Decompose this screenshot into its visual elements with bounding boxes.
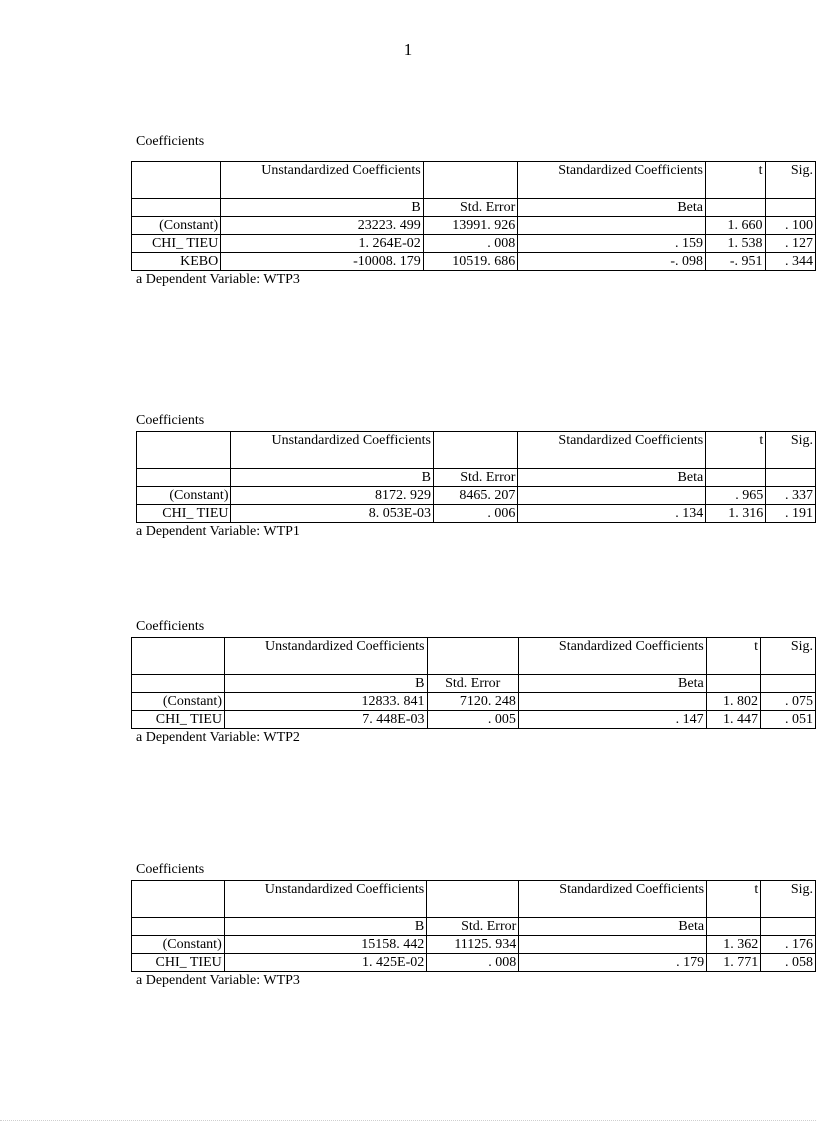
cell-b: 23223. 499 xyxy=(221,217,424,235)
header-empty-cell xyxy=(706,469,766,487)
coefficients-block-1 xyxy=(136,133,816,288)
table-row xyxy=(132,693,816,711)
coefficients-table xyxy=(136,431,816,523)
cell-t: 1. 802 xyxy=(706,693,760,711)
coefficients-table xyxy=(131,161,816,271)
table-subheader-row xyxy=(132,675,816,693)
cell-sig: . 100 xyxy=(765,217,815,235)
header-beta: Beta xyxy=(519,918,707,936)
cell-t: 1. 660 xyxy=(706,217,766,235)
table-subheader-row xyxy=(132,199,816,217)
cell-b: 8172. 929 xyxy=(231,487,434,505)
header-empty-cell xyxy=(706,199,766,217)
cell-std-error: . 008 xyxy=(423,235,518,253)
row-label: (Constant) xyxy=(132,693,225,711)
cell-b: 1. 425E-02 xyxy=(224,954,427,972)
coefficients-block-3 xyxy=(136,618,816,746)
header-empty-cell xyxy=(132,638,225,675)
header-empty-cell xyxy=(707,918,761,936)
cell-b: 12833. 841 xyxy=(224,693,427,711)
header-t: t xyxy=(706,432,766,469)
cell-beta: . 159 xyxy=(518,235,706,253)
table-row xyxy=(132,936,816,954)
table-subheader-row xyxy=(137,469,816,487)
table-subheader-row xyxy=(132,918,816,936)
cell-sig: . 051 xyxy=(761,711,816,729)
header-std-error: Std. Error xyxy=(423,199,518,217)
cell-std-error: 11125. 934 xyxy=(427,936,519,954)
header-std-error: Std. Error xyxy=(434,469,518,487)
cell-std-error: . 008 xyxy=(427,954,519,972)
row-label: CHI_ TIEU xyxy=(137,505,231,523)
header-empty-cell xyxy=(137,432,231,469)
header-b: B xyxy=(224,918,427,936)
cell-beta: . 147 xyxy=(518,711,706,729)
cell-std-error: . 005 xyxy=(427,711,518,729)
header-empty-cell xyxy=(434,432,518,469)
table-caption: Coefficients xyxy=(136,134,205,149)
table-header-row xyxy=(132,881,816,918)
coefficients-table xyxy=(131,637,816,729)
header-empty-cell xyxy=(427,638,518,675)
cell-sig: . 058 xyxy=(761,954,816,972)
cell-sig: . 127 xyxy=(765,235,815,253)
cell-t: -. 951 xyxy=(706,253,766,271)
header-sig: Sig. xyxy=(766,432,816,469)
header-empty-cell xyxy=(132,918,225,936)
cell-b: 1. 264E-02 xyxy=(221,235,424,253)
header-empty-cell xyxy=(132,675,225,693)
cell-b: 7. 448E-03 xyxy=(224,711,427,729)
coefficients-block-2 xyxy=(136,412,816,540)
table-row xyxy=(132,954,816,972)
table-row xyxy=(137,487,816,505)
row-label: CHI_ TIEU xyxy=(132,711,225,729)
coefficients-table xyxy=(131,880,816,972)
cell-beta xyxy=(518,693,706,711)
cell-sig: . 191 xyxy=(766,505,816,523)
table-footnote: a Dependent Variable: WTP1 xyxy=(136,524,300,539)
header-sig: Sig. xyxy=(765,162,815,199)
header-t: t xyxy=(706,638,760,675)
header-standardized: Standardized Coefficients xyxy=(518,432,706,469)
header-standardized: Standardized Coefficients xyxy=(518,162,706,199)
cell-t: 1. 362 xyxy=(707,936,761,954)
table-row xyxy=(132,711,816,729)
table-footnote: a Dependent Variable: WTP3 xyxy=(136,973,300,988)
page-bottom-rule xyxy=(0,1120,816,1121)
header-empty-cell xyxy=(423,162,518,199)
header-empty-cell xyxy=(766,469,816,487)
header-unstandardized: Unstandardized Coefficients xyxy=(224,881,427,918)
header-std-error: Std. Error xyxy=(427,675,518,693)
header-t: t xyxy=(706,162,766,199)
header-beta: Beta xyxy=(518,199,706,217)
header-t: t xyxy=(707,881,761,918)
cell-b: 15158. 442 xyxy=(224,936,427,954)
header-beta: Beta xyxy=(518,675,706,693)
table-header-row xyxy=(132,638,816,675)
page-number: 1 xyxy=(403,40,413,59)
cell-beta: . 179 xyxy=(519,954,707,972)
header-b: B xyxy=(231,469,434,487)
header-empty-cell xyxy=(132,162,221,199)
cell-t: 1. 316 xyxy=(706,505,766,523)
header-standardized: Standardized Coefficients xyxy=(519,881,707,918)
header-sig: Sig. xyxy=(761,638,816,675)
header-empty-cell xyxy=(132,199,221,217)
cell-t: 1. 447 xyxy=(706,711,760,729)
header-b: B xyxy=(221,199,424,217)
row-label: CHI_ TIEU xyxy=(132,954,225,972)
header-std-error: Std. Error xyxy=(427,918,519,936)
cell-b: 8. 053E-03 xyxy=(231,505,434,523)
row-label: KEBO xyxy=(132,253,221,271)
header-empty-cell xyxy=(765,199,815,217)
table-row xyxy=(132,253,816,271)
table-header-row xyxy=(132,162,816,199)
cell-sig: . 337 xyxy=(766,487,816,505)
header-unstandardized: Unstandardized Coefficients xyxy=(231,432,434,469)
table-row xyxy=(137,505,816,523)
header-sig: Sig. xyxy=(761,881,816,918)
table-footnote: a Dependent Variable: WTP2 xyxy=(136,730,300,745)
header-empty-cell xyxy=(761,675,816,693)
cell-beta xyxy=(519,936,707,954)
cell-sig: . 176 xyxy=(761,936,816,954)
header-empty-cell xyxy=(706,675,760,693)
header-empty-cell xyxy=(132,881,225,918)
header-empty-cell xyxy=(761,918,816,936)
cell-b: -10008. 179 xyxy=(221,253,424,271)
cell-beta xyxy=(518,487,706,505)
row-label: (Constant) xyxy=(132,936,225,954)
header-unstandardized: Unstandardized Coefficients xyxy=(224,638,427,675)
table-row xyxy=(132,235,816,253)
cell-t: 1. 771 xyxy=(707,954,761,972)
table-caption: Coefficients xyxy=(136,862,205,877)
table-footnote: a Dependent Variable: WTP3 xyxy=(136,272,300,287)
cell-std-error: 13991. 926 xyxy=(423,217,518,235)
table-caption: Coefficients xyxy=(136,619,205,634)
header-b: B xyxy=(224,675,427,693)
table-caption: Coefficients xyxy=(136,413,205,428)
cell-beta xyxy=(518,217,706,235)
header-empty-cell xyxy=(427,881,519,918)
cell-t: . 965 xyxy=(706,487,766,505)
cell-beta: -. 098 xyxy=(518,253,706,271)
coefficients-block-4 xyxy=(136,861,816,989)
cell-std-error: 10519. 686 xyxy=(423,253,518,271)
header-beta: Beta xyxy=(518,469,706,487)
row-label: (Constant) xyxy=(132,217,221,235)
header-standardized: Standardized Coefficients xyxy=(518,638,706,675)
cell-std-error: 7120. 248 xyxy=(427,693,518,711)
cell-std-error: . 006 xyxy=(434,505,518,523)
header-unstandardized: Unstandardized Coefficients xyxy=(221,162,424,199)
header-empty-cell xyxy=(137,469,231,487)
cell-t: 1. 538 xyxy=(706,235,766,253)
cell-std-error: 8465. 207 xyxy=(434,487,518,505)
cell-sig: . 075 xyxy=(761,693,816,711)
cell-sig: . 344 xyxy=(765,253,815,271)
table-row xyxy=(132,217,816,235)
table-header-row xyxy=(137,432,816,469)
row-label: (Constant) xyxy=(137,487,231,505)
cell-beta: . 134 xyxy=(518,505,706,523)
row-label: CHI_ TIEU xyxy=(132,235,221,253)
